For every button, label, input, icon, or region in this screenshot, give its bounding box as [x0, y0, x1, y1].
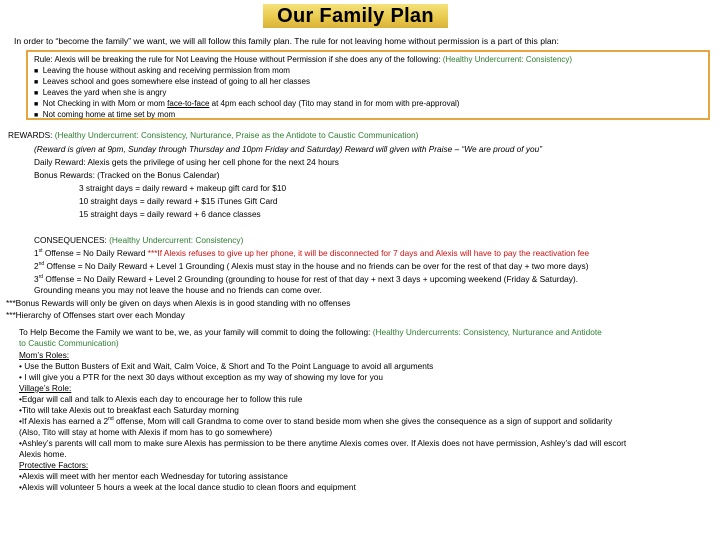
rewards-heading: REWARDS:	[8, 130, 53, 140]
third-offense	[34, 274, 578, 285]
ordinal-suffix: nd	[38, 261, 45, 267]
bonus-rewards: Bonus Rewards: (Tracked on the Bonus Calendar)	[34, 170, 220, 180]
grandma-text-end: offense, Mom will call Grandma to come over to stand beside mom when she gives the consequence as a sign of support and solidarity	[113, 416, 613, 426]
village-role-item: •Ashley’s parents will call mom to make sure Alexis has permission to be there anytime Alexis comes over. If Alexis does not have permission, Ashley’s dad will escort	[19, 438, 627, 448]
offense-text: Offense = No Daily Reward + Level 2 Grounding (grounding to house for rest of that day + next 3 days + upcoming weekend (Friday & Saturday).	[43, 274, 578, 284]
face-to-face-text: face-to-face	[167, 99, 210, 108]
rule-item-text: Not coming home at time set by mom	[42, 110, 176, 119]
bonus-tier: 15 straight days = daily reward + 6 dance classes	[79, 209, 261, 219]
ordinal-suffix: nd	[108, 416, 114, 422]
checkin-text: Not Checking in with Mom or mom	[42, 99, 168, 108]
phone-warning: ***If Alexis refuses to give up her phone, it will be disconnected for 7 days and Alexis will have to pay the reactivation fee	[147, 248, 590, 258]
rule-item-text: Leaves school and goes somewhere else instead of going to all her classes	[42, 77, 310, 86]
offense-text: Offense = No Daily Reward	[42, 248, 148, 258]
page-title: Our Family Plan	[263, 4, 448, 28]
ordinal-suffix: rd	[38, 274, 44, 280]
village-role-heading: Village’s Role:	[19, 383, 72, 393]
consequences-heading: CONSEQUENCES:	[34, 235, 107, 245]
offense-text: Offense = No Daily Reward + Level 1 Grounding ( Alexis must stay in the house and no friends can be over for the rest of that day + two more days)	[44, 261, 589, 271]
rewards-heading-line	[8, 130, 418, 141]
bonus-tier: 3 straight days = daily reward + makeup gift card for $10	[79, 183, 287, 193]
help-undercurrent: (Healthy Undercurrents: Consistency, Nurturance and Antidote	[372, 327, 602, 337]
rule-item-text: Leaving the house without asking and receiving permission from mom	[42, 66, 290, 75]
rewards-undercurrent: (Healthy Undercurrent: Consistency, Nurturance, Praise as the Antidote to Caustic Communication)	[54, 130, 419, 140]
consequences-heading-line	[34, 235, 243, 246]
help-undercurrent-cont: to Caustic Communication)	[19, 338, 119, 348]
grounding-definition: Grounding means you may not leave the house and no friends can come over.	[34, 285, 322, 295]
offense-number: 1	[34, 248, 39, 258]
rule-item-text: Leaves the yard when she is angry	[42, 88, 167, 97]
moms-role-item: • Use the Button Busters of Exit and Wait, Calm Voice, & Short and To the Point Language to avoid all arguments	[19, 361, 434, 371]
moms-role-item: • I will give you a PTR for the next 30 days without exception as my way of showing my love for you	[19, 372, 383, 382]
village-role-item: •Tito will take Alexis out to breakfast each Saturday morning	[19, 405, 239, 415]
second-offense	[34, 261, 588, 272]
offense-number: 3	[34, 274, 39, 284]
first-offense	[34, 248, 589, 259]
consequences-undercurrent: (Healthy Undercurrent: Consistency)	[109, 235, 244, 245]
daily-reward: Daily Reward: Alexis gets the privilege of using her cell phone for the next 24 hours	[34, 157, 339, 167]
help-intro-line	[19, 327, 602, 338]
moms-roles-heading: Mom’s Roles:	[19, 350, 70, 360]
ordinal-suffix: st	[38, 248, 43, 254]
protective-factors-heading: Protective Factors:	[19, 460, 89, 470]
note-bonus: ***Bonus Rewards will only be given on days when Alexis is in good standing with no offenses	[6, 298, 351, 308]
protective-factor-item: •Alexis will volunteer 5 hours a week at the local dance studio to clean floors and equipment	[19, 482, 356, 492]
protective-factor-item: •Alexis will meet with her mentor each Wednesday for tutoring assistance	[19, 471, 288, 481]
bullet-icon: ■	[34, 68, 39, 75]
offense-number: 2	[34, 261, 39, 271]
bullet-icon: ■	[34, 79, 39, 86]
help-intro: To Help Become the Family we want to be, we, as your family will commit to doing the following:	[19, 327, 371, 337]
bonus-tier: 10 straight days = daily reward + $15 iTunes Gift Card	[79, 196, 278, 206]
village-role-item: (Also, Tito will stay at home with Alexis if mom has to go somewhere)	[19, 427, 273, 437]
reward-timing: (Reward is given at 9pm, Sunday through Thursday and 10pm Friday and Saturday) Reward will given with Praise – “We are proud of you”	[34, 144, 543, 154]
rule-box	[26, 50, 710, 120]
rule-text: Rule: Alexis will be breaking the rule for Not Leaving the House without Permission if she does any of the following:	[34, 55, 441, 64]
checkin-text-end: at 4pm each school day (Tito may stand in for mom with pre-approval)	[209, 99, 460, 108]
note-hierarchy: ***Hierarchy of Offenses start over each Monday	[6, 310, 185, 320]
intro-text: In order to “become the family” we want, we will all follow this family plan. The rule for not leaving home without permission is a part of this plan:	[14, 36, 559, 46]
bullet-icon: ■	[34, 112, 39, 119]
rule-item	[34, 109, 175, 121]
village-role-item: Alexis home.	[19, 449, 67, 459]
bullet-icon: ■	[34, 90, 39, 97]
rule-statement	[34, 54, 572, 65]
village-role-grandma	[19, 416, 612, 427]
village-role-item: •Edgar will call and talk to Alexis each day to encourage her to follow this rule	[19, 394, 303, 404]
bullet-icon: ■	[34, 101, 39, 108]
grandma-text: •If Alexis has earned a 2	[19, 416, 109, 426]
rule-undercurrent: (Healthy Undercurrent: Consistency)	[442, 55, 573, 64]
